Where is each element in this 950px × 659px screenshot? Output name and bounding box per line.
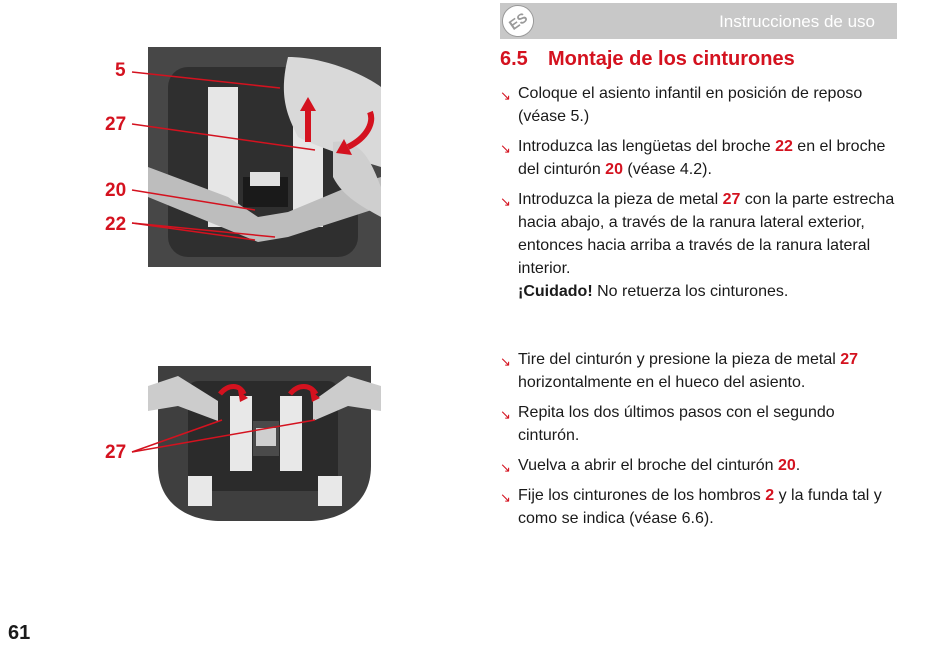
step-text: Introduzca las lengüetas del broche <box>518 138 776 155</box>
step-text: en el broche del cinturón <box>518 138 886 178</box>
header-bar <box>500 3 897 39</box>
figure-2-illustration <box>148 346 381 526</box>
reference-number: 27 <box>722 191 741 208</box>
language-badge: ES <box>496 0 541 43</box>
arrow-down-right-icon: ↘ <box>500 407 511 422</box>
steps-list-1 <box>500 82 900 310</box>
arrow-down-right-icon: ↘ <box>500 88 511 103</box>
step-text: No retuerza los cinturones. <box>592 283 789 300</box>
header-title: Instrucciones de uso <box>719 12 875 31</box>
reference-number: 20 <box>605 161 623 178</box>
step-text: . <box>795 457 801 474</box>
step-text: Introduzca la pieza de metal <box>518 191 723 208</box>
step-item <box>500 484 900 530</box>
arrow-down-right-icon: ↘ <box>500 490 511 505</box>
step-item <box>500 348 900 394</box>
reference-number: 22 <box>775 138 793 155</box>
step-item <box>500 401 900 447</box>
step-text: con la parte estrecha hacia abajo, a través de la ranura lateral exterior, entonces hacia arriba a través de la ranura lateral interior. <box>518 191 895 277</box>
step-text: Fije los cinturones de los hombros <box>518 487 766 504</box>
figure-1-illustration <box>148 47 381 267</box>
section-title <box>500 48 795 71</box>
step-text: Coloque el asiento infantil en posición de reposo (véase 5.) <box>518 85 863 125</box>
step-text: horizontalmente en el hueco del asiento. <box>518 374 806 391</box>
step-item <box>500 82 900 128</box>
callout-27: 27 <box>105 114 127 135</box>
step-text: (véase 4.2). <box>622 161 712 178</box>
callout-27-fig2: 27 <box>105 442 127 463</box>
step-text: Repita los dos últimos pasos con el segundo cinturón. <box>518 404 835 444</box>
arrow-down-right-icon: ↘ <box>500 194 511 209</box>
arrow-down-right-icon: ↘ <box>500 141 511 156</box>
step-item <box>500 135 900 181</box>
arrow-down-right-icon: ↘ <box>500 460 511 475</box>
arrow-down-right-icon: ↘ <box>500 354 511 369</box>
step-text: y la funda tal y como se indica (véase 6.6). <box>518 487 882 527</box>
figure-2-photo <box>148 346 381 526</box>
step-text: Vuelva a abrir el broche del cinturón <box>518 457 778 474</box>
warning-label: ¡Cuidado! <box>518 283 593 300</box>
step-text: Tire del cinturón y presione la pieza de metal <box>518 351 841 368</box>
figure-1-photo <box>148 47 381 267</box>
step-item <box>500 188 900 303</box>
reference-number: 20 <box>778 457 796 474</box>
steps-list-2 <box>500 348 900 537</box>
callout-20: 20 <box>105 180 127 201</box>
section-title-text: Montaje de los cinturones <box>548 48 795 70</box>
page-number: 61 <box>8 622 31 644</box>
reference-number: 27 <box>840 351 859 368</box>
reference-number: 2 <box>765 487 775 504</box>
callout-5: 5 <box>115 60 126 81</box>
section-number: 6.5 <box>500 48 528 70</box>
callout-22: 22 <box>105 214 127 235</box>
step-item <box>500 454 900 477</box>
